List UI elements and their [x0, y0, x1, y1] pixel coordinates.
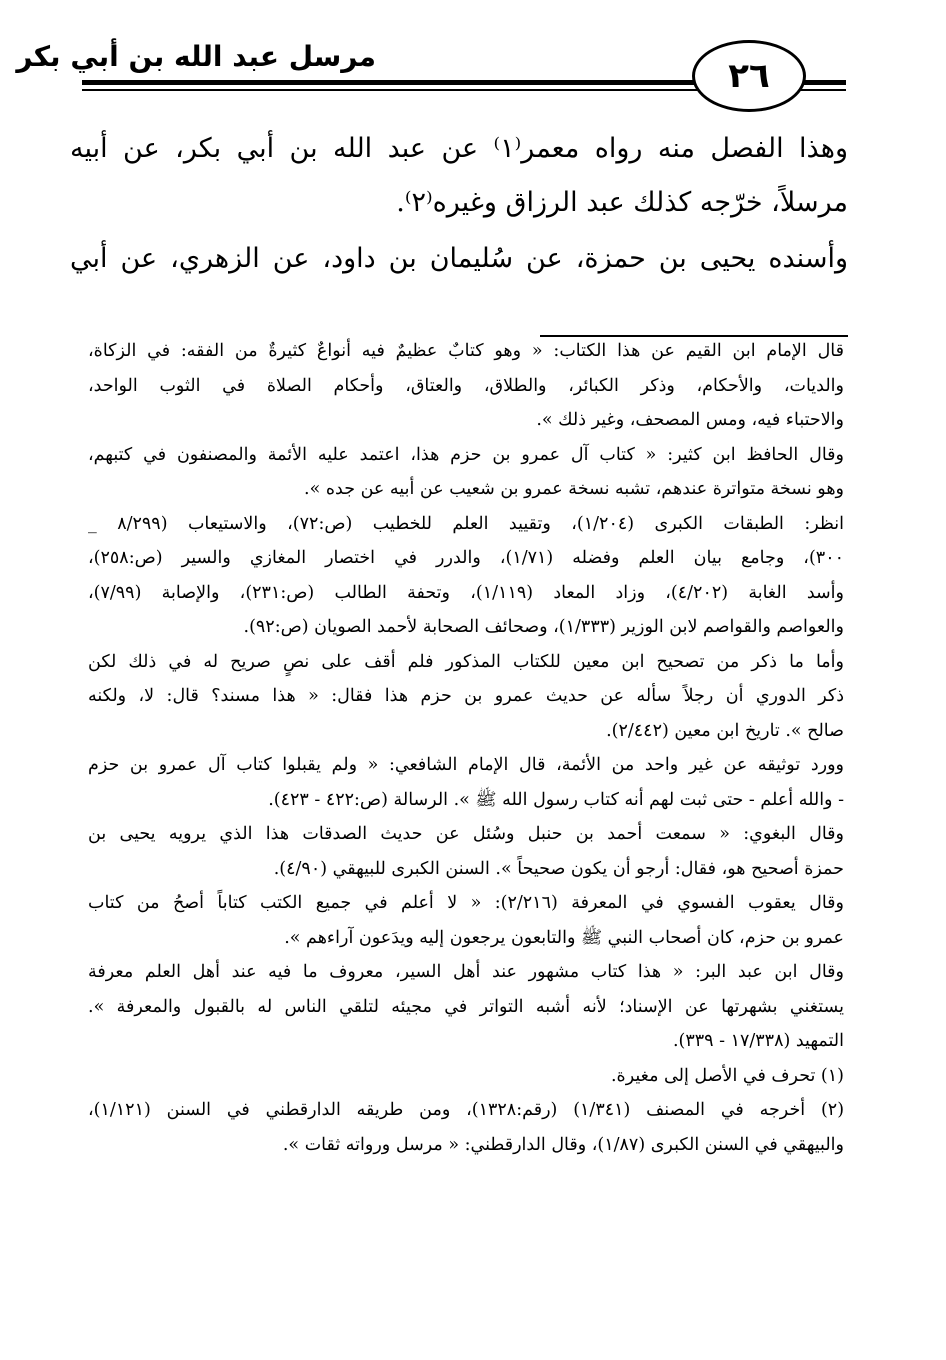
footnote-line: وقال البغوي: « سمعت أحمد بن حنبل وسُئل عن حديث الصدقات هذا الذي يرويه يحيى بن: [88, 824, 844, 844]
main-text-line: وهذا الفصل منه رواه معمر⁽١⁾ عن عبد الله بن أبي بكر، عن أبيه: [70, 133, 848, 164]
footnote-line: يستغني بشهرتها عن الإسناد؛ لأنه أشبه التواتر في مجيئه لتلقي الناس له بالقبول والمعرفة ».: [88, 996, 844, 1017]
footnote-line: انظر: الطبقات الكبرى (١/٢٠٤)، وتقييد العلم للخطيب (ص:٧٢)، والاستيعاب (٨/٢٩٩ _: [88, 513, 844, 534]
footnote-line: قال الإمام ابن القيم عن هذا الكتاب: « وهو كتابٌ عظيمٌ فيه أنواعٌ كثيرةٌ من الفقه: في الزكاة،: [88, 341, 844, 361]
footnote-line: وهو نسخة متواترة عندهم، تشبه نسخة عمرو بن شعيب عن أبيه عن جده ».: [304, 479, 844, 499]
footnote-line: ذكر الدوري أن رجلاً سأله عن حديث عمرو بن حزم هذا فقال: « هذا مسند؟ قال: لا، ولكنه: [88, 686, 844, 706]
footnote-line: (١) تحرف في الأصل إلى مغيرة.: [610, 1065, 844, 1086]
footnote-line: صالح ». تاريخ ابن معين (٢/٤٤٢).: [606, 720, 844, 741]
footnote-line: والعواصم والقواصم لابن الوزير (١/٣٣٣)، وصحائف الصحابة لأحمد الصويان (ص:٩٢).: [243, 617, 844, 637]
footnote-line: وأما ما ذكر من تصحيح ابن معين للكتاب المذكور فلم أقف على نصٍ صريح له في ذلك لكن: [88, 651, 844, 672]
footnote-line: وقال الحافظ ابن كثير: « كتاب آل عمرو بن حزم هذا، اعتمد عليه الأئمة والمصنفون في كتبهم،: [88, 444, 844, 465]
footnote-line: حمزة أصحيح هو، فقال: أرجو أن يكون صحيحاً ». السنن الكبرى للبيهقي (٤/٩٠).: [273, 858, 844, 879]
footnote-line: (٢) أخرجه في المصنف (١/٣٤١) (رقم:١٣٢٨)، ومن طريقه الدارقطني في السنن (١/١٢١)،: [88, 1100, 845, 1120]
footnotes-block: [88, 334, 844, 1162]
footnote-line: والديات، والأحكام، وذكر الكبائر، والطلاق، والعتاق، وأحكام الصلاة في الثوب الواحد،: [88, 375, 844, 396]
footnote-line: التمهيد (١٧/٣٣٨ - ٣٣٩).: [672, 1031, 844, 1051]
footnote-line: والبيهقي في السنن الكبرى (١/٨٧)، وقال الدارقطني: « مرسل ورواته ثقات ».: [282, 1134, 844, 1155]
footnote-line: وقال ابن عبد البر: « هذا كتاب مشهور عند أهل السير، معروف ما فيه عند أهل العلم معرفة: [88, 962, 844, 982]
footnote-line: والاحتباء فيه، ومس المصحف، وغير ذلك ».: [536, 410, 844, 430]
running-header-title: مرسل عبد الله بن أبي بكر: [16, 40, 376, 73]
footnote-line: - والله أعلم - حتى ثبت لهم أنه كتاب رسول الله ﷺ ». الرسالة (ص:٤٢٢ - ٤٢٣).: [268, 789, 844, 810]
footnote-line: وورد توثيقه عن غير واحد من الأئمة، قال الإمام الشافعي: « ولم يقبلوا كتاب آل عمرو بن حزم: [88, 755, 844, 775]
main-text-line: مرسلاً، خرّجه كذلك عبد الرزاق وغيره⁽٢⁾.: [396, 187, 848, 218]
main-text-block: [70, 232, 848, 286]
footnote-line: ٣٠٠)، وجامع بيان العلم وفضله (١/٧١)، والدرر في اختصار المغازي والسير (ص:٢٥٨)،: [88, 548, 844, 568]
main-text-block: [70, 122, 848, 230]
footnote-line: وقال يعقوب الفسوي في المعرفة (٢/٢١٦): « لا أعلم في جميع الكتب كتاباً أصحُ من كتاب: [88, 893, 844, 913]
footnote-line: عمرو بن حزم، كان أصحاب النبي ﷺ والتابعون يرجعون إليه ويدَعون آراءهم ».: [284, 927, 844, 948]
footnote-line: وأسد الغابة (٤/٢٠٢)، وزاد المعاد (١/١١٩)، وتحفة الطالب (ص:٢٣١)، والإصابة (٧/٩٩)،: [88, 582, 844, 603]
page-number-badge: [692, 40, 806, 112]
page-number: ٢٦: [728, 56, 770, 96]
main-text-line: وأسنده يحيى بن حمزة، عن سُليمان بن داود، عن الزهري، عن أبي: [70, 243, 848, 274]
